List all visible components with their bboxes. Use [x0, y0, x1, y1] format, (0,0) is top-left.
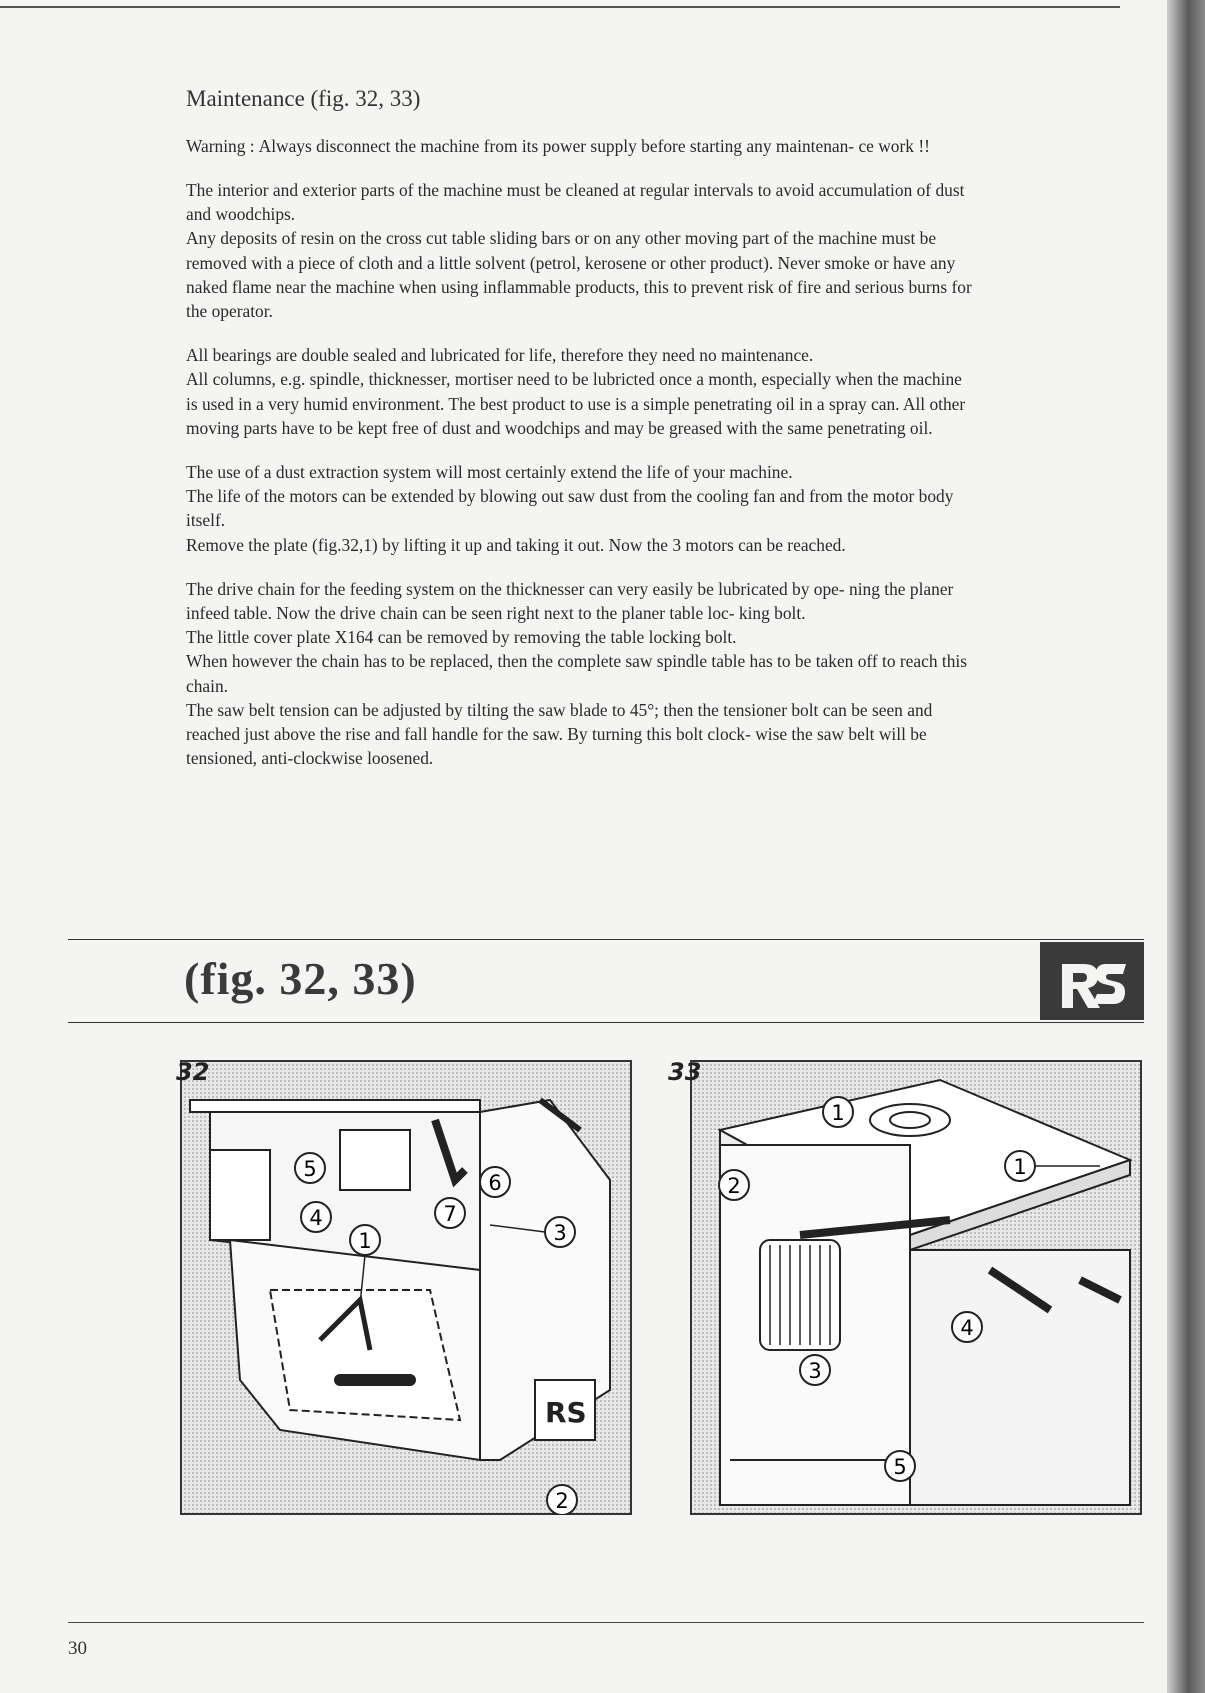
figure-number-badge: 33	[668, 1058, 702, 1086]
callout-5	[295, 1153, 325, 1183]
callout-label: 2	[727, 1174, 741, 1198]
figure-33	[668, 1058, 1142, 1515]
callout-1b	[1005, 1151, 1100, 1181]
footer-rule	[68, 1622, 1144, 1623]
text-line: The saw belt tension can be adjusted by tilting the saw blade to 45°; then the tensioner bolt can be seen and reached just above the rise and fall handle for the saw. By turning this bolt clock- wise the saw belt will be tensioned, anti-clockwise loosened.	[186, 699, 933, 769]
callout-label: 6	[488, 1171, 502, 1195]
text-line: The use of a dust extraction system will most certainly extend the life of your machine.	[186, 462, 793, 483]
callout-label: 3	[553, 1221, 567, 1245]
paragraph-motors	[186, 460, 972, 557]
top-rule	[0, 6, 1120, 8]
callout-2	[547, 1485, 577, 1515]
paragraph-lubrication	[186, 343, 972, 440]
text-line: When however the chain has to be replaced, then the complete saw spindle table has to be taken off to reach this chain.	[186, 651, 968, 696]
callout-label: 5	[893, 1455, 907, 1479]
callout-7	[435, 1198, 465, 1228]
text-line: The life of the motors can be extended by blowing out saw dust from the cooling fan and from the motor body itself.	[186, 486, 954, 531]
warning-text: Always disconnect the machine from its power supply before starting any maintenan- ce work !!	[258, 136, 930, 156]
figure-32	[176, 1058, 632, 1515]
callout-label: 3	[808, 1359, 822, 1383]
maintenance-section	[186, 86, 972, 770]
warning-label: Warning :	[186, 136, 255, 156]
binding-spine	[1167, 0, 1205, 1693]
figure-rule-bottom	[68, 1022, 1144, 1023]
callout-2	[719, 1170, 749, 1200]
callout-label: 7	[443, 1202, 457, 1226]
callout-1	[350, 1225, 380, 1305]
callout-1	[823, 1097, 853, 1127]
text-line: The little cover plate X164 can be removed by removing the table locking bolt.	[186, 627, 737, 648]
svg-text:RS: RS	[545, 1396, 587, 1429]
callout-label: 1	[358, 1229, 372, 1253]
callout-4	[301, 1202, 331, 1232]
paragraph-drive-chain	[186, 577, 972, 771]
callout-label: 5	[303, 1157, 317, 1181]
text-line: All bearings are double sealed and lubricated for life, therefore they need no maintenance.	[186, 345, 814, 366]
text-line: The interior and exterior parts of the machine must be cleaned at regular intervals to avoid accumulation of dust and woodchips.	[186, 180, 965, 225]
callout-label: 4	[309, 1206, 323, 1230]
text-line: All columns, e.g. spindle, thicknesser, mortiser need to be lubricted once a month, especially when the machine is used in a very humid environment. The best product to use is a simple penetrating oil in a spray can. All other moving parts have to be kept free of dust and woodchips and may be greased with the same penetrating oil.	[186, 369, 966, 438]
callout-4	[952, 1312, 982, 1342]
callout-3	[490, 1217, 575, 1247]
callout-label: 2	[555, 1489, 569, 1513]
page-number: 30	[68, 1638, 87, 1659]
figure-title: (fig. 32, 33)	[184, 953, 417, 1004]
figure-rule-top	[68, 939, 1144, 940]
callout-5	[885, 1451, 915, 1481]
callout-3	[800, 1355, 830, 1385]
warning-block	[186, 134, 972, 158]
section-heading: Maintenance (fig. 32, 33)	[186, 86, 421, 111]
callout-6	[480, 1167, 510, 1197]
figure-number-badge: 32	[176, 1058, 210, 1086]
callout-label: 1	[1013, 1155, 1027, 1179]
text-line: The drive chain for the feeding system on the thicknesser can very easily be lubricated by ope- ning the planer infeed table. Now the drive chain can be seen right next to the planer table loc- king bolt.	[186, 578, 954, 624]
paragraph-cleaning	[186, 178, 972, 323]
text-line: Any deposits of resin on the cross cut table sliding bars or on any other moving part of the machine must be removed with a piece of cloth and a little solvent (petrol, kerosene or other product). Never smoke or have any naked flame near the machine when using inflammable products, this to prevent risk of fire and serious burns for the operator.	[186, 228, 972, 322]
callout-label: 4	[960, 1316, 974, 1340]
brand-logo	[1040, 942, 1144, 1020]
text-line: Remove the plate (fig.32,1) by lifting it up and taking it out. Now the 3 motors can be reached.	[186, 534, 846, 555]
callout-label: 1	[831, 1101, 845, 1125]
